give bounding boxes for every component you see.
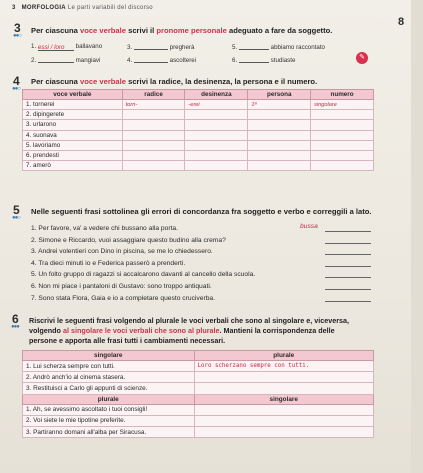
table-row [23, 100, 374, 110]
numero-cell[interactable] [311, 161, 374, 171]
verb-cell: 4. suonava [23, 130, 123, 140]
ex3-item-6: 6. studiaste [232, 57, 296, 64]
verb-cell: 6. prendesti [23, 150, 123, 160]
ex3-item-4: 4. ascolterei [127, 57, 197, 64]
list-item: 5. Un folto gruppo di ragazzi si accalcarono davanti al cancello della scuola. [31, 269, 371, 281]
desinenza-cell[interactable] [185, 110, 248, 120]
table-row [23, 150, 374, 160]
persona-cell[interactable] [248, 120, 311, 130]
answer-line[interactable] [325, 289, 371, 290]
radice-cell[interactable] [122, 140, 185, 150]
exercise-4-instruction: Per ciascuna voce verbale scrivi la radice, la desinenza, la persona e il numero. [31, 77, 318, 86]
chapter-title: MORFOLOGIA [21, 5, 66, 11]
numero-cell[interactable]: singolare [311, 100, 374, 110]
singolare-cell: 2. Andrò anch'io al cinema stasera. [23, 372, 195, 383]
singolare-cell: 1. Lui scherza sempre con tutti. [23, 361, 195, 372]
ex4-table [22, 89, 374, 171]
col-header: desinenza [185, 90, 248, 100]
col-header: radice [122, 90, 185, 100]
numero-cell[interactable] [311, 150, 374, 160]
radice-cell[interactable] [122, 161, 185, 171]
exercise-6-instruction-line-2: volgendo al singolare le voci verbali che sono al plurale. Mantieni la corrispondenza delle [29, 326, 335, 335]
ex3-answer-4[interactable] [134, 56, 168, 63]
exercise-6-number: 6 [12, 312, 19, 326]
col-header-singolare: singolare [23, 351, 195, 361]
verb-cell: 7. amerò [23, 161, 123, 171]
list-item: 4. Tra dieci minuti io e Federica passerò a prenderti. [31, 258, 371, 270]
plurale-cell[interactable]: Loro scherzano sempre con tutti. [194, 361, 374, 372]
plurale-cell: 2. Voi siete le mie tipotine preferite. [23, 415, 195, 426]
difficulty-dots: ●●○ [13, 33, 21, 39]
exercise-6-instruction-line-1: Riscrivi le seguenti frasi volgendo al plurale le voci verbali che sono al singolare e, viceversa, [29, 316, 349, 325]
verb-cell: 5. lavoriamo [23, 140, 123, 150]
difficulty-dots: ●●○ [12, 215, 20, 221]
singolare-cell[interactable] [194, 426, 374, 437]
exercise-3-number: 3 [14, 21, 21, 35]
col-header: persona [248, 90, 311, 100]
exercise-6-instruction-line-3: persone e apporta alle frasi tutti i cambiamenti necessari. [29, 336, 226, 345]
desinenza-cell[interactable] [185, 130, 248, 140]
persona-cell[interactable] [248, 140, 311, 150]
page-header [12, 5, 153, 11]
list-item: 6. Non mi piace i pantaloni di Gustavo: sono troppo antiquati. [31, 281, 371, 293]
list-item: 2. Simone e Riccardo, vuoi assaggiare questo budino alla crema? [31, 235, 371, 247]
section-title: Le parti variabili del discorso [67, 5, 153, 11]
table-row [23, 130, 374, 140]
table-row [23, 383, 374, 394]
list-item: 7. Sono stata Flora, Gaia e io a completare questo cruciverba. [31, 293, 371, 305]
exercise-4-number: 4 [13, 74, 20, 88]
side-badge-icon: ✎ [356, 52, 368, 64]
table-row [23, 361, 374, 372]
ex3-answer-1[interactable]: essi / loro [38, 44, 74, 51]
table-row [23, 404, 374, 415]
difficulty-dots: ●●● [11, 324, 19, 330]
col-header-plurale: plurale [194, 351, 374, 361]
ex5-example-answer: bussa [300, 223, 318, 230]
desinenza-cell[interactable] [185, 120, 248, 130]
ex3-answer-2[interactable] [38, 56, 74, 63]
answer-line[interactable] [325, 301, 371, 302]
col-header: numero [311, 90, 374, 100]
persona-cell[interactable] [248, 130, 311, 140]
side-exercise-number: 8 [398, 16, 405, 28]
exercise-5-instruction: Nelle seguenti frasi sottolinea gli errori di concordanza fra soggetto e verbo e correggili a lato. [31, 207, 372, 216]
ex3-answer-5[interactable] [239, 43, 269, 50]
col-header: voce verbale [23, 90, 123, 100]
page-edge [411, 0, 423, 473]
radice-cell[interactable]: torn- [122, 100, 185, 110]
answer-line[interactable] [325, 254, 371, 255]
singolare-cell: 3. Restituisci a Carlo gli appunti di scienze. [23, 383, 195, 394]
table-row [23, 120, 374, 130]
radice-cell[interactable] [122, 120, 185, 130]
plurale-cell[interactable] [194, 372, 374, 383]
numero-cell[interactable] [311, 110, 374, 120]
ex3-item-1: 1. essi / loro ballavano [31, 43, 103, 51]
desinenza-cell[interactable] [185, 161, 248, 171]
col-header-singolare: singolare [194, 394, 374, 404]
singolare-cell[interactable] [194, 415, 374, 426]
table-row [23, 140, 374, 150]
plurale-cell: 1. Ah, se avessimo ascoltato i tuoi consigli! [23, 404, 195, 415]
table-row [23, 110, 374, 120]
plurale-cell[interactable] [194, 383, 374, 394]
table-row [23, 372, 374, 383]
exercise-5-number: 5 [13, 203, 20, 217]
numero-cell[interactable] [311, 130, 374, 140]
singolare-cell[interactable] [194, 404, 374, 415]
ex3-answer-3[interactable] [134, 43, 168, 50]
list-item: 1. Per favore, va' a vedere chi bussano alla porta. [31, 223, 371, 235]
persona-cell[interactable] [248, 150, 311, 160]
desinenza-cell[interactable] [185, 140, 248, 150]
ex3-item-5: 5. abbiamo raccontato [232, 44, 325, 51]
answer-line[interactable] [325, 277, 371, 278]
verb-cell: 1. tornerei [23, 100, 123, 110]
table-row [23, 426, 374, 437]
plurale-cell: 3. Partiranno domani all'alba per Siracusa. [23, 426, 195, 437]
numero-cell[interactable] [311, 140, 374, 150]
desinenza-cell[interactable] [185, 150, 248, 160]
difficulty-dots: ●●○ [12, 86, 20, 92]
persona-cell[interactable] [248, 161, 311, 171]
answer-line[interactable] [325, 266, 371, 267]
radice-cell[interactable] [122, 150, 185, 160]
radice-cell[interactable] [122, 110, 185, 120]
ex6-table [22, 350, 374, 438]
page-number: 3 [12, 5, 16, 11]
col-header-plurale: plurale [23, 394, 195, 404]
ex3-answer-6[interactable] [239, 56, 269, 63]
exercise-3-instruction: Per ciascuna voce verbale scrivi il pronome personale adeguato a fare da soggetto. [31, 26, 333, 35]
ex5-sentence-list [31, 223, 371, 304]
persona-cell[interactable] [248, 110, 311, 120]
radice-cell[interactable] [122, 130, 185, 140]
desinenza-cell[interactable]: -erei [185, 100, 248, 110]
verb-cell: 3. urlarono [23, 120, 123, 130]
ex3-item-3: 3. pregherà [127, 44, 195, 51]
persona-cell[interactable]: 1ª [248, 100, 311, 110]
table-row [23, 161, 374, 171]
numero-cell[interactable] [311, 120, 374, 130]
list-item: 3. Andrei volentieri con Dino in piscina, se me lo chiedessero. [31, 246, 371, 258]
ex3-item-2: 2. mangiavi [31, 57, 101, 64]
verb-cell: 2. dipingerete [23, 110, 123, 120]
table-row [23, 415, 374, 426]
answer-line[interactable] [325, 231, 371, 232]
answer-line[interactable] [325, 243, 371, 244]
